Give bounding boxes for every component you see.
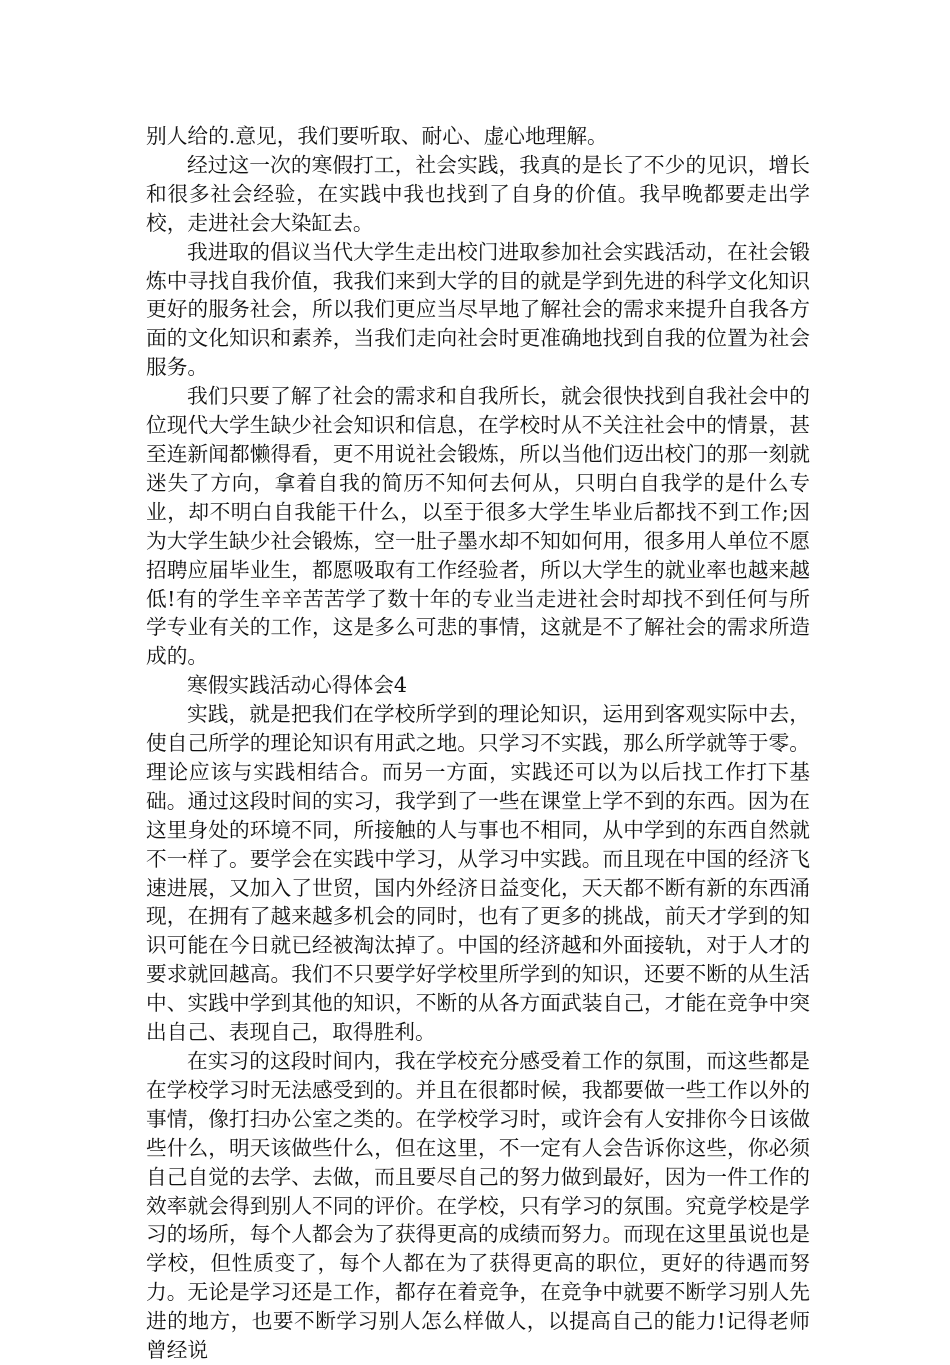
section-heading: 寒假实践活动心得体会4 [187,673,408,698]
paragraph-4: 我们只要了解了社会的需求和自我所长，就会很快找到自我社会中的位现代大学生缺少社会知识和信息，在学校时从不关注社会中的情景，甚至连新闻都懒得看，更不用说社会锻炼，所以当他们迈出校门的那一刻就迷失了方向，拿着自我的简历不知何去何从，只明白自我学的是什么专业，却不明白自我能干什么，以至于很多大学生毕业后都找不到工作;因为大学生缺少社会锻炼，空一肚子墨水却不知如何用，很多用人单位不愿招聘应届毕业生，都愿吸取有工作经验者，所以大学生的就业率也越来越低!有的学生辛辛苦苦学了数十年的专业当走进社会时却找不到任何与所学专业有关的工作，这是多么可悲的事情，这就是不了解社会的需求所造成的。 [146,384,810,669]
paragraph-5: 实践，就是把我们在学校所学到的理论知识，运用到客观实际中去，使自己所学的理论知识有用武之地。只学习不实践，那么所学就等于零。理论应该与实践相结合。而另一方面，实践还可以为以后找工作打下基础。通过这段时间的实习，我学到了一些在课堂上学不到的东西。因为在这里身处的环境不同，所接触的人与事也不相同，从中学到的东西自然就不一样了。要学会在实践中学习，从学习中实践。而且现在中国的经济飞速进展，又加入了世贸，国内外经济日益变化，天天都不断有新的东西涌现，在拥有了越来越多机会的同时，也有了更多的挑战，前天才学到的知识可能在今日就已经被淘汰掉了。中国的经济越和外面接轨，对于人才的要求就回越高。我们不只要学好学校里所学到的知识，还要不断的从生活中、实践中学到其他的知识，不断的从各方面武装自己，才能在竞争中突出自己、表现自己，取得胜利。 [146,702,810,1045]
paragraph-2: 经过这一次的寒假打工，社会实践，我真的是长了不少的见识，增长和很多社会经验，在实践中我也找到了自身的价值。我早晚都要走出学校，走进社会大染缸去。 [146,152,810,235]
paragraph-1: 别人给的.意见，我们要听取、耐心、虚心地理解。 [146,124,608,148]
paragraph-3: 我进取的倡议当代大学生走出校门进取参加社会实践活动，在社会锻炼中寻找自我价值，我我们来到大学的目的就是学到先进的科学文化知识更好的服务社会，所以我们更应当尽早地了解社会的需求来提升自我各方面的文化知识和素养，当我们走向社会时更准确地找到自我的位置为社会服务。 [146,239,810,380]
document-page [146,122,810,1365]
paragraph-6: 在实习的这段时间内，我在学校充分感受着工作的氛围，而这些都是在学校学习时无法感受到的。并且在很都时候，我都要做一些工作以外的事情，像打扫办公室之类的。在学校学习时，或许会有人安排你今日该做些什么，明天该做些什么，但在这里，不一定有人会告诉你这些，你必须自己自觉的去学、去做，而且要尽自己的努力做到最好，因为一件工作的效率就会得到别人不同的评价。在学校，只有学习的氛围。究竟学校是学习的场所，每个人都会为了获得更高的成绩而努力。而现在这里虽说也是学校，但性质变了，每个人都在为了获得更高的职位，更好的待遇而努力。无论是学习还是工作，都存在着竞争，在竞争中就要不断学习别人先进的地方，也要不断学习别人怎么样做人，以提高自己的能力!记得老师曾经说 [146,1049,810,1363]
